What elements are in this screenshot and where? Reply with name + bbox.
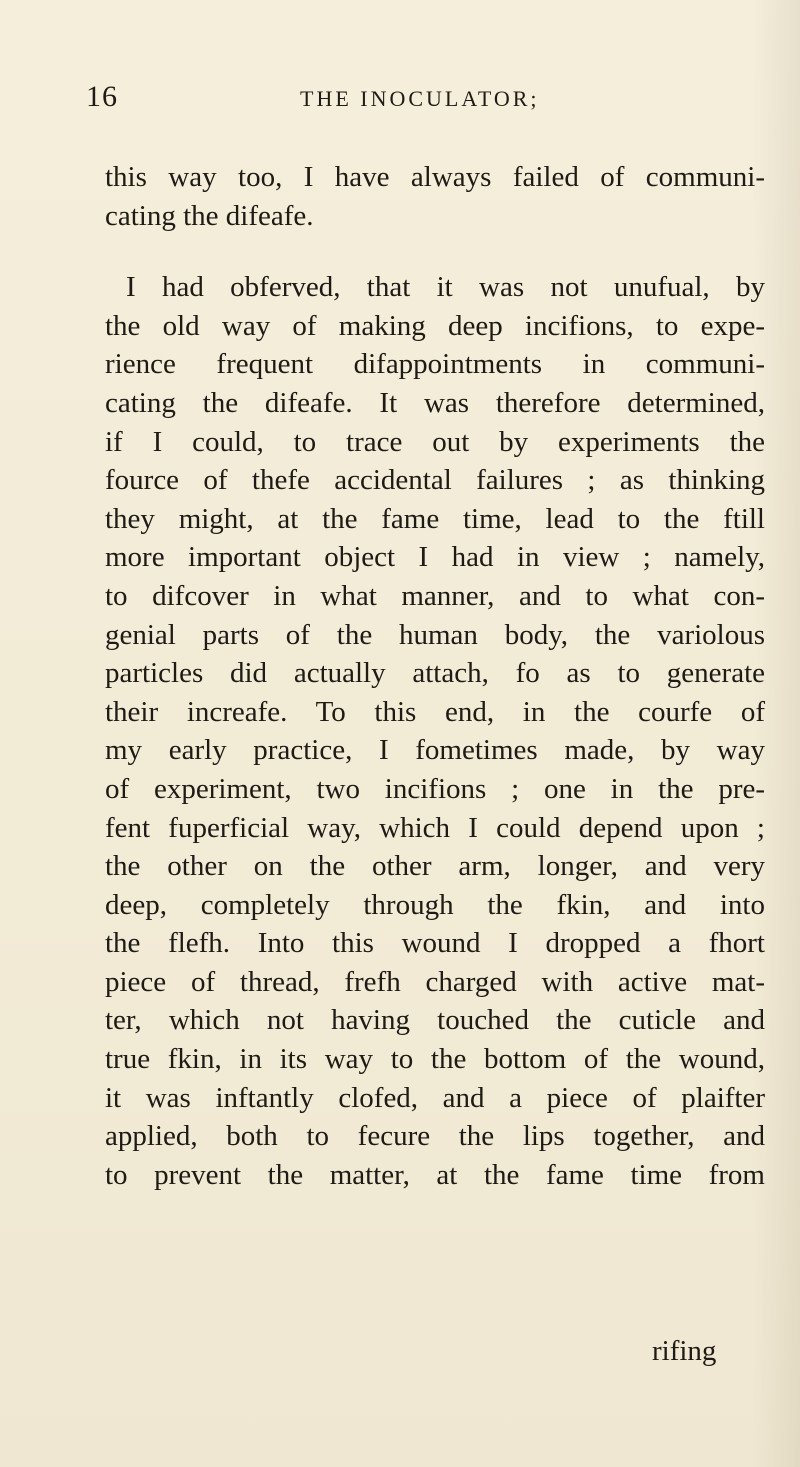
text-line: rience frequent difappointments in communi- xyxy=(105,348,765,381)
text-line: the old way of making deep incifions, to expe- xyxy=(105,309,765,342)
text-line: fent fuperficial way, which I could depend upon ; xyxy=(105,811,765,844)
text-line: their increafe. To this end, in the courfe of xyxy=(105,695,765,728)
text-line: it was inftantly clofed, and a piece of plaifter xyxy=(105,1081,765,1114)
text-line: piece of thread, frefh charged with active mat- xyxy=(105,965,765,998)
text-line: they might, at the fame time, lead to the ftill xyxy=(105,502,765,535)
text-line: genial parts of the human body, the variolous xyxy=(105,618,765,651)
text-line: I had obferved, that it was not unufual, by xyxy=(126,271,765,304)
text-line: to difcover in what manner, and to what con- xyxy=(105,579,765,612)
text-line: of experiment, two incifions ; one in the pre- xyxy=(105,772,765,805)
running-head xyxy=(86,80,746,120)
text-line: cating the difeafe. It was therefore determined, xyxy=(105,386,765,419)
text-line: this way too, I have always failed of communi- xyxy=(105,161,765,193)
text-line: cating the difeafe. xyxy=(105,199,314,232)
body-text xyxy=(105,158,765,1194)
text-line: fource of thefe accidental failures ; as thinking xyxy=(105,464,765,497)
running-title: THE INOCULATOR; xyxy=(300,86,540,111)
text-line: applied, both to fecure the lips together, and xyxy=(105,1120,765,1153)
text-line: my early practice, I fometimes made, by way xyxy=(105,734,765,767)
text-line: particles did actually attach, fo as to generate xyxy=(105,657,765,690)
text-line: ter, which not having touched the cuticle and xyxy=(105,1004,765,1037)
page-number: 16 xyxy=(86,80,118,113)
text-line: more important object I had in view ; namely, xyxy=(105,541,765,574)
text-line: deep, completely through the fkin, and into xyxy=(105,888,765,921)
catchword: rifing xyxy=(652,1335,717,1367)
text-line: the flefh. Into this wound I dropped a fhort xyxy=(105,927,765,960)
text-line: true fkin, in its way to the bottom of the wound, xyxy=(105,1043,765,1076)
text-line: if I could, to trace out by experiments the xyxy=(105,425,765,458)
text-line: to prevent the matter, at the fame time from xyxy=(105,1158,765,1191)
text-line: the other on the other arm, longer, and very xyxy=(105,850,765,883)
